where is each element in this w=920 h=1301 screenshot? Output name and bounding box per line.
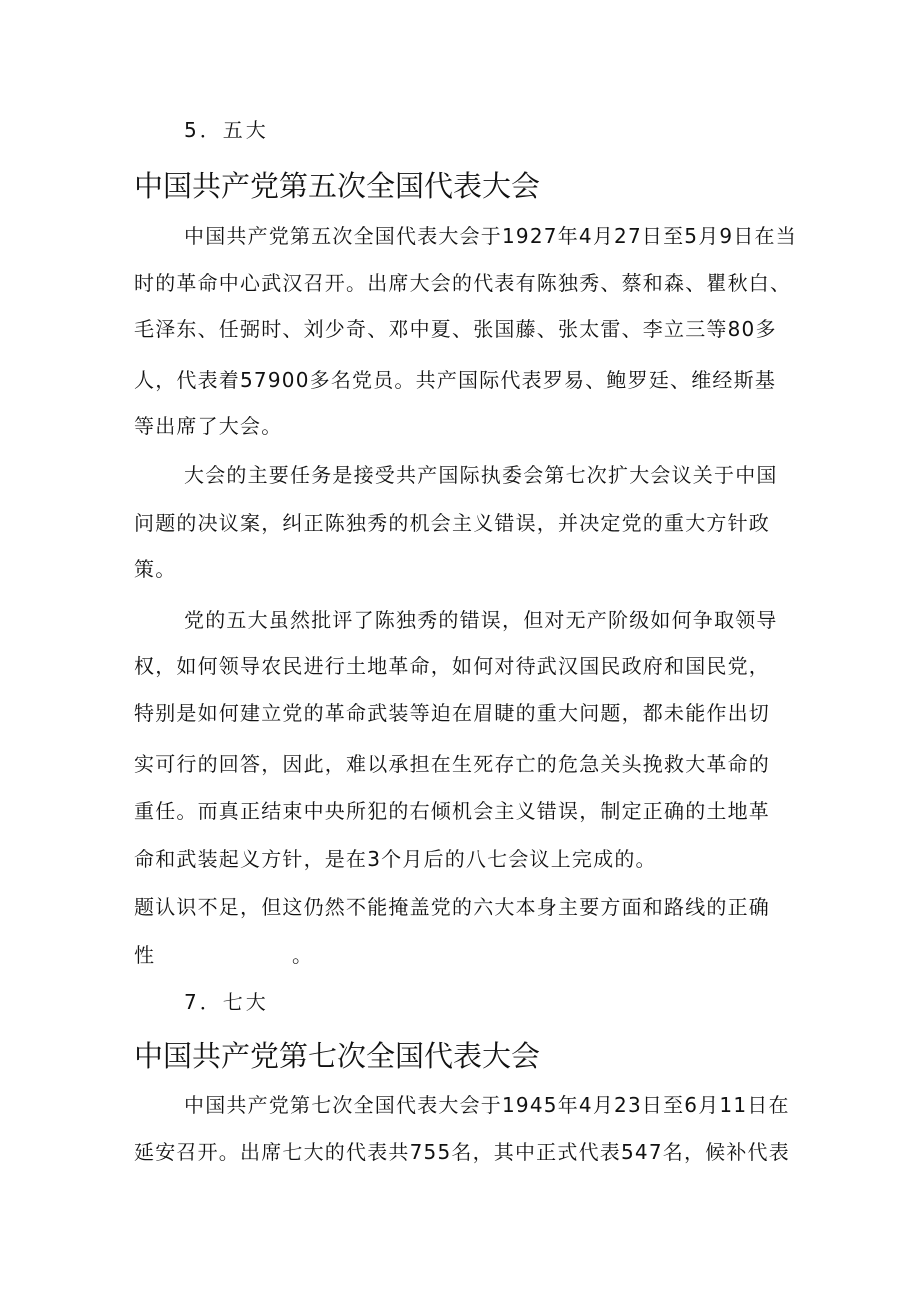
section-5-p3-line-1: 党的五大虽然批评了陈独秀的错误，但对无产阶级如何争取领导 — [184, 608, 778, 632]
section-7-number: 7．七大 — [184, 990, 269, 1014]
section-5-p1-line-5: 等出席了大会。 — [134, 414, 283, 438]
section-7-title: 中国共产党第七次全国代表大会 — [134, 1039, 541, 1073]
section-5-p3-line-5: 重任。而真正结束中央所犯的右倾机会主义错误，制定正确的土地革 — [134, 799, 770, 823]
section-5-number: 5．五大 — [184, 118, 269, 142]
fragment-line-2: 性 — [134, 943, 156, 967]
fragment-end-mark: 。 — [292, 943, 314, 967]
section-7-p1-line-2: 延安召开。出席七大的代表共755名，其中正式代表547名，候补代表 — [134, 1140, 790, 1164]
section-5-p3-line-3: 特别是如何建立党的革命武装等迫在眉睫的重大问题，都未能作出切 — [134, 701, 770, 725]
section-5-p2-line-1: 大会的主要任务是接受共产国际执委会第七次扩大会议关于中国 — [184, 463, 778, 487]
fragment-line-1: 题认识不足，但这仍然不能掩盖党的六大本身主要方面和路线的正确 — [134, 895, 770, 919]
section-5-p1-line-4: 人，代表着57900多名党员。共产国际代表罗易、鲍罗廷、维经斯基 — [134, 368, 777, 392]
section-5-p1-line-3: 毛泽东、任弼时、刘少奇、邓中夏、张国藤、张太雷、李立三等80多 — [134, 317, 777, 341]
section-5-p2-line-2: 问题的决议案，纠正陈独秀的机会主义错误，并决定党的重大方针政 — [134, 511, 770, 535]
section-5-p1-line-1: 中国共产党第五次全国代表大会于1927年4月27日至5月9日在当 — [184, 224, 797, 248]
section-5-p3-line-4: 实可行的回答，因此，难以承担在生死存亡的危急关头挽救大革命的 — [134, 752, 770, 776]
section-5-p3-line-2: 权，如何领导农民进行土地革命，如何对待武汉国民政府和国民党， — [134, 654, 770, 678]
section-5-p3-line-6: 命和武装起义方针，是在3个月后的八七会议上完成的。 — [134, 847, 657, 871]
section-5-p1-line-2: 时的革命中心武汉召开。出席大会的代表有陈独秀、蔡和森、瞿秋白、 — [134, 271, 792, 295]
section-7-p1-line-1: 中国共产党第七次全国代表大会于1945年4月23日至6月11日在 — [184, 1093, 790, 1117]
section-5-title: 中国共产党第五次全国代表大会 — [134, 169, 541, 203]
section-5-p2-line-3: 策。 — [134, 557, 177, 581]
